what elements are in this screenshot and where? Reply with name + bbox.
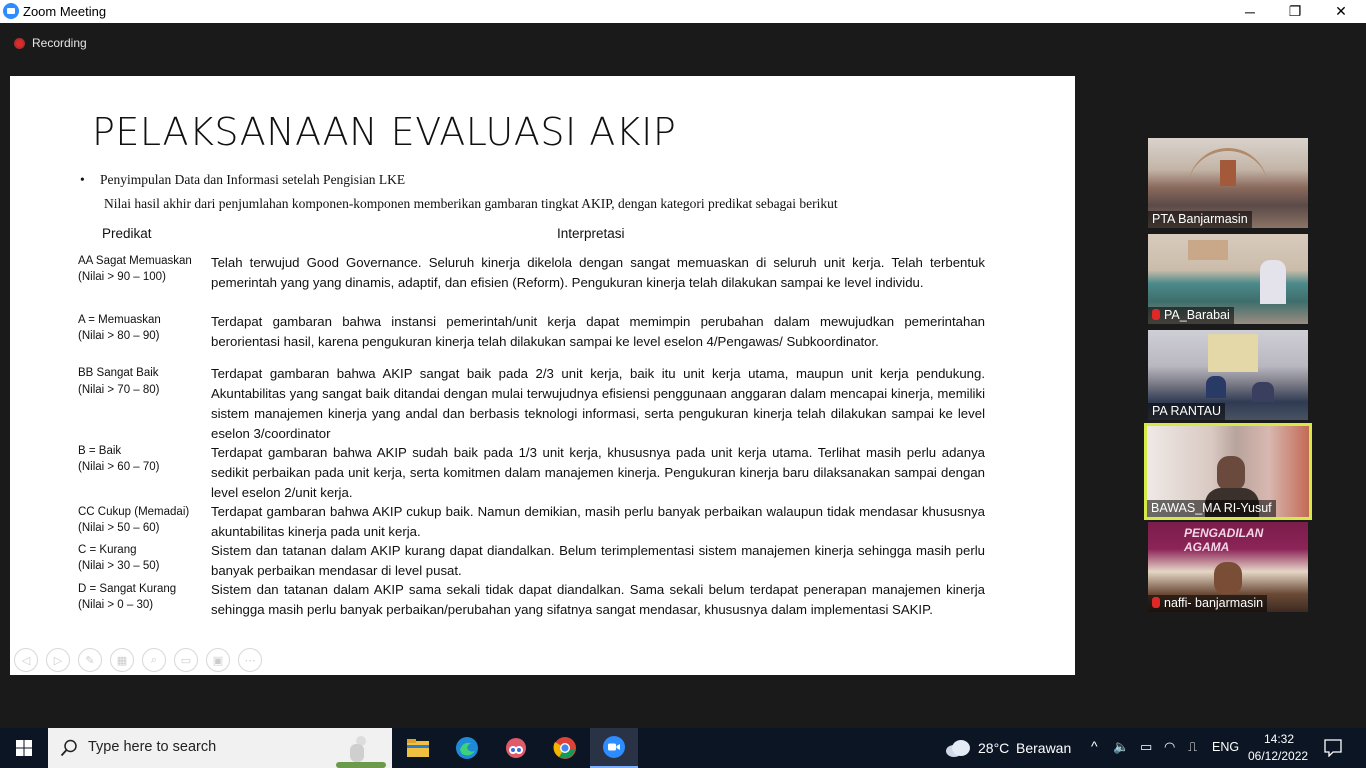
row-interpretation: Sistem dan tatanan dalam AKIP kurang dapat diandalkan. Belum terimplementasi sistem manajemen kinerja sehingga masih perlu banyak perbaikan mendasar di level pusat. xyxy=(211,543,985,578)
taskbar-search[interactable] xyxy=(48,728,392,768)
slideshow-toolbar xyxy=(14,648,262,672)
speaker-icon[interactable]: 🔈 xyxy=(1113,739,1130,754)
recording-bar xyxy=(0,23,1366,76)
previous-slide-icon[interactable]: ◁ xyxy=(14,648,38,672)
weather-cloud-icon[interactable] xyxy=(944,738,972,758)
thumb-banner-text: PENGADILAN AGAMA xyxy=(1184,526,1264,554)
battery-icon[interactable]: ▭ xyxy=(1140,739,1153,754)
window-titlebar xyxy=(0,0,1366,23)
search-placeholder[interactable]: Type here to search xyxy=(88,739,217,755)
participant-name-text: naffi- banjarmasin xyxy=(1164,596,1264,610)
row-grade xyxy=(78,312,213,344)
mic-muted-icon xyxy=(1152,597,1160,608)
grade-range: (Nilai > 30 – 50) xyxy=(78,560,160,572)
minimize-button[interactable]: ─ xyxy=(1245,3,1255,20)
participant-video[interactable] xyxy=(1148,138,1308,228)
row-grade xyxy=(78,504,213,536)
window-title: Zoom Meeting xyxy=(23,4,107,19)
zoom-app-button[interactable] xyxy=(590,728,638,768)
clock-time[interactable]: 14:32 xyxy=(1264,732,1295,746)
participant-name-text: PA_Barabai xyxy=(1164,308,1230,322)
grade-label: B = Baik xyxy=(78,445,122,457)
mic-muted-icon xyxy=(1152,309,1160,320)
search-icon xyxy=(60,739,78,757)
usb-icon[interactable]: ⎍ xyxy=(1188,739,1198,754)
file-explorer-button[interactable] xyxy=(394,728,442,768)
chrome-browser-button[interactable] xyxy=(541,728,589,768)
weather-desc[interactable]: Berawan xyxy=(1016,740,1072,756)
grade-label: BB Sangat Baik xyxy=(78,367,159,379)
slides-grid-icon[interactable]: ▦ xyxy=(110,648,134,672)
participant-video-active-speaker[interactable] xyxy=(1144,423,1312,520)
windows-logo-icon xyxy=(16,740,32,756)
chevron-up-icon[interactable]: ^ xyxy=(1091,738,1098,754)
grade-range: (Nilai > 60 – 70) xyxy=(78,461,160,473)
participant-name: PA RANTAU xyxy=(1148,403,1225,420)
restore-button[interactable]: ❐ xyxy=(1288,3,1302,19)
camera-off-icon[interactable]: ▣ xyxy=(206,648,230,672)
participant-name xyxy=(1148,307,1234,324)
row-grade xyxy=(78,581,213,613)
grade-label: CC Cukup (Memadai) xyxy=(78,506,190,518)
subtitles-icon[interactable]: ▭ xyxy=(174,648,198,672)
participant-video[interactable] xyxy=(1148,330,1308,420)
start-button[interactable] xyxy=(0,728,48,768)
edge-browser-button[interactable] xyxy=(443,728,491,768)
row-interpretation: Sistem dan tatanan dalam AKIP sama sekali tidak dapat diandalkan. Sama sekali belum terdapat penerapan manajemen kinerja sehingga masih perlu banyak perbaikan/perubahan yang sifatnya sangat mendasar, khususnya dalam implementasi SAKIP. xyxy=(211,582,985,617)
chrome-icon xyxy=(553,736,577,760)
weather-temp[interactable]: 28°C xyxy=(978,740,1010,756)
participant-video[interactable] xyxy=(1148,234,1308,324)
folder-icon xyxy=(407,739,429,757)
close-button[interactable]: ✕ xyxy=(1335,3,1347,19)
shared-screen xyxy=(10,76,1075,675)
wifi-icon[interactable]: ◠ xyxy=(1164,739,1176,754)
zoom-logo-icon xyxy=(3,3,19,19)
participant-name: PTA Banjarmasin xyxy=(1148,211,1252,228)
grade-label: D = Sangat Kurang xyxy=(78,583,177,595)
grade-range: (Nilai > 80 – 90) xyxy=(78,330,160,342)
participant-name: BAWAS_MA RI-Yusuf xyxy=(1147,500,1276,517)
participant-name xyxy=(1148,595,1267,612)
next-slide-icon[interactable]: ▷ xyxy=(46,648,70,672)
notifications-icon[interactable] xyxy=(1324,739,1342,757)
recording-icon[interactable] xyxy=(14,38,25,49)
recording-label[interactable]: Recording xyxy=(32,36,87,50)
search-highlight-heron-icon xyxy=(328,730,388,768)
zoom-icon[interactable]: ⌕ xyxy=(142,648,166,672)
clock-date[interactable]: 06/12/2022 xyxy=(1248,749,1309,763)
slide-intro: Nilai hasil akhir dari penjumlahan komponen-komponen memberikan gambaran tingkat AKIP, dengan kategori predikat sebagai berikut xyxy=(104,196,838,211)
row-interpretation: Terdapat gambaran bahwa AKIP sangat baik pada 2/3 unit kerja, baik itu unit kerja utama, maupun unit kerja pendukung. Akuntabilitas yang sangat baik ditandai dengan mulai terwujudnya efisiensi penggunaan anggaran dalam mencapai kinerja, memiliki sistem manajemen kinerja yang andal dan berbasis teknologi informasi, serta pengukuran kinerja telah dilakukan sampai ke level eselon 3/coordinator xyxy=(211,366,985,441)
grade-label: C = Kurang xyxy=(78,544,137,556)
row-interpretation: Telah terwujud Good Governance. Seluruh kinerja dikelola dengan sangat memuaskan di seluruh unit kerja. Telah terbentuk pemerintah yang yang dinamis, adaptif, dan efisien (Reform). Pengukuran kinerja telah dilakukan sampai ke level individu. xyxy=(211,255,985,290)
windows-taskbar xyxy=(0,728,1366,768)
row-grade xyxy=(78,253,213,285)
bullet-text: Penyimpulan Data dan Informasi setelah Pengisian LKE xyxy=(100,172,406,187)
snipping-tool-icon xyxy=(504,736,528,760)
grade-range: (Nilai > 90 – 100) xyxy=(78,271,166,283)
grade-label: A = Memuaskan xyxy=(78,314,161,326)
row-interpretation: Terdapat gambaran bahwa instansi pemerintah/unit kerja dapat memimpin perubahan dalam mewujudkan pemerintahan berorientasi hasil, karena pengukuran kinerja telah dilakukan sampai ke level eselon 4/Pengawas/ Subkoordinator. xyxy=(211,314,985,349)
bullet-icon: • xyxy=(80,172,85,187)
row-grade xyxy=(78,443,213,475)
row-interpretation: Terdapat gambaran bahwa AKIP sudah baik pada 1/3 unit kerja, khususnya pada unit kerja utama. Terlihat masih perlu adanya sedikit perbaikan pada unit kerja, serta komitmen dalam manajemen kinerja. Pengukuran kinerja baru dilaksanakan sampai dengan level eselon 2/unit kerja. xyxy=(211,445,985,500)
row-interpretation: Terdapat gambaran bahwa AKIP cukup baik. Namun demikian, masih perlu banyak perbaikan walaupun tidak mendasar khususnya akuntabilitas kinerja pada unit kerja. xyxy=(211,504,985,539)
participant-video[interactable] xyxy=(1148,522,1308,612)
row-grade xyxy=(78,542,213,574)
slide-title: PELAKSANAAN EVALUASI AKIP xyxy=(92,110,677,154)
pen-icon[interactable]: ✎ xyxy=(78,648,102,672)
grade-range: (Nilai > 50 – 60) xyxy=(78,522,160,534)
language-indicator[interactable]: ENG xyxy=(1212,740,1240,754)
row-grade xyxy=(78,365,213,398)
grade-label: AA Sagat Memuaskan xyxy=(78,255,192,267)
more-options-icon[interactable]: ⋯ xyxy=(238,648,262,672)
column-header-interpretasi: Interpretasi xyxy=(557,226,625,241)
grade-range: (Nilai > 70 – 80) xyxy=(78,384,160,396)
zoom-app-icon xyxy=(602,735,626,759)
edge-icon xyxy=(455,736,479,760)
grade-range: (Nilai > 0 – 30) xyxy=(78,599,154,611)
column-header-predikat: Predikat xyxy=(102,226,152,241)
snip-tool-button[interactable] xyxy=(492,728,540,768)
